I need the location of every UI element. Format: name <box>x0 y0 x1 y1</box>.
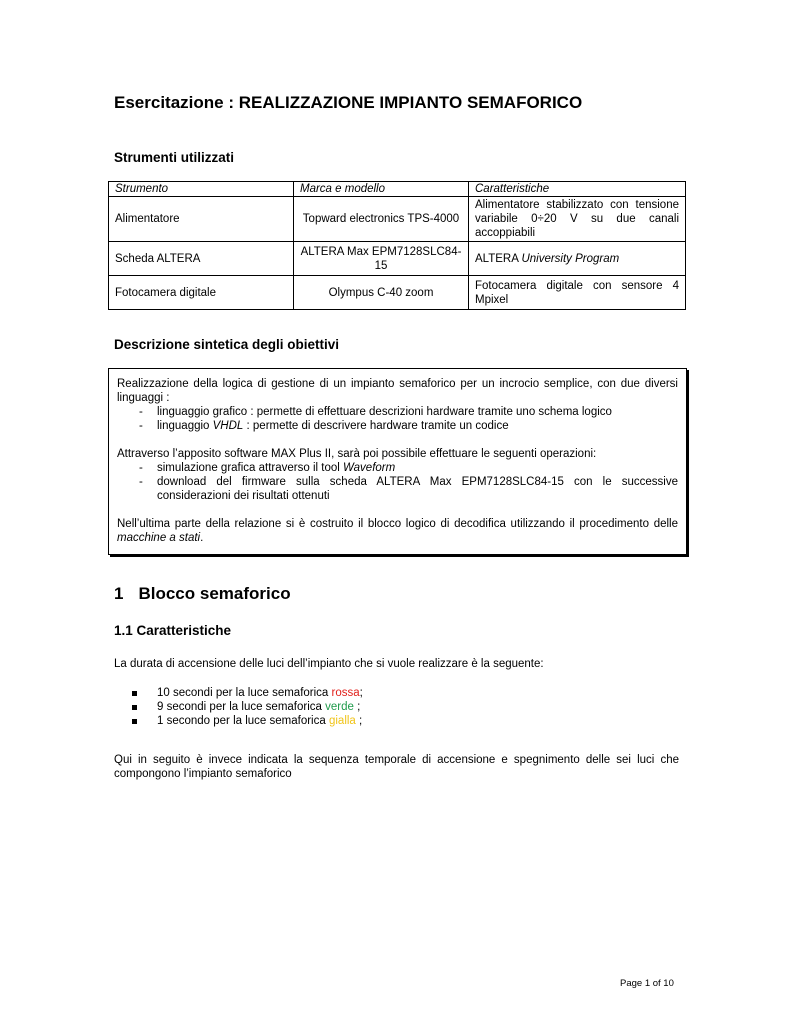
tools-heading: Strumenti utilizzati <box>114 150 235 165</box>
header-marca: Marca e modello <box>294 182 469 197</box>
software-intro: Attraverso l’apposito software MAX Plus II, sarà poi possibile effettuare le seguenti operazioni: <box>117 448 597 460</box>
color-word: verde <box>325 701 354 713</box>
cell-text: ALTERA <box>475 252 522 265</box>
cell-marca: ALTERA Max EPM7128SLC84-15 <box>294 242 469 276</box>
objectives-final: Nell’ultima parte della relazione si è costruito il blocco logico di decodifica utilizzando il procedimento delle macchine a stati. <box>117 518 678 544</box>
list-item: - linguaggio VHDL : permette di descrivere hardware tramite un codice <box>139 420 509 432</box>
objectives-intro: Realizzazione della logica di gestione di un impianto semaforico per un incrocio semplice, con due diversi linguaggi : <box>117 378 678 404</box>
cell-caratteristiche <box>469 242 686 276</box>
table-row <box>109 276 686 310</box>
cell-text-italic: University Program <box>521 252 620 265</box>
bullet-icon <box>132 705 137 710</box>
list-item: 1 secondo per la luce semaforica gialla ; <box>114 714 363 728</box>
list-item: 9 secondi per la luce semaforica verde ; <box>114 700 363 714</box>
list-item: - linguaggio grafico : permette di effettuare descrizioni hardware tramite uno schema logico <box>139 406 612 418</box>
languages-list <box>117 405 678 433</box>
operations-list <box>117 461 678 503</box>
header-strumento: Strumento <box>109 182 294 197</box>
color-word: rossa <box>331 687 360 699</box>
cell-marca: Topward electronics TPS-4000 <box>294 197 469 242</box>
table-row <box>109 197 686 242</box>
page-number: Page 1 of 10 <box>620 978 674 989</box>
cell-strumento: Fotocamera digitale <box>109 276 294 310</box>
cell-caratteristiche: Alimentatore stabilizzato con tensione variabile 0÷20 V su due canali accoppiabili <box>469 197 686 242</box>
cell-strumento: Alimentatore <box>109 197 294 242</box>
sequence-text: Qui in seguito è invece indicata la sequenza temporale di accensione e spegnimento delle sei luci che compongono l’impianto semaforico <box>114 754 679 780</box>
section-heading <box>114 584 291 604</box>
subsection-heading: 1.1 Caratteristiche <box>114 623 232 638</box>
objectives-heading: Descrizione sintetica degli obiettivi <box>114 337 340 352</box>
bullet-icon <box>132 691 137 696</box>
header-caratteristiche: Caratteristiche <box>469 182 686 197</box>
cell-marca: Olympus C-40 zoom <box>294 276 469 310</box>
durations-list <box>114 686 363 728</box>
document-title: Esercitazione : REALIZZAZIONE IMPIANTO SEMAFORICO <box>114 93 583 112</box>
bullet-icon <box>132 719 137 724</box>
durations-intro: La durata di accensione delle luci dell’impianto che si vuole realizzare è la seguente: <box>114 658 544 670</box>
list-item: - download del firmware sulla scheda ALTERA Max EPM7128SLC84-15 con le successive considerazioni dei risultati ottenuti <box>139 476 678 502</box>
color-word: gialla <box>328 715 356 727</box>
list-item: 10 secondi per la luce semaforica rossa; <box>114 686 363 700</box>
section-title: Blocco semaforico <box>138 584 291 603</box>
table-header-row <box>109 182 686 197</box>
tools-table <box>108 181 686 310</box>
cell-caratteristiche: Fotocamera digitale con sensore 4 Mpixel <box>469 276 686 310</box>
list-item: - simulazione grafica attraverso il tool Waveform <box>139 462 396 474</box>
table-row <box>109 242 686 276</box>
section-number: 1 <box>114 584 124 603</box>
cell-strumento: Scheda ALTERA <box>109 242 294 276</box>
objectives-box <box>108 368 687 555</box>
